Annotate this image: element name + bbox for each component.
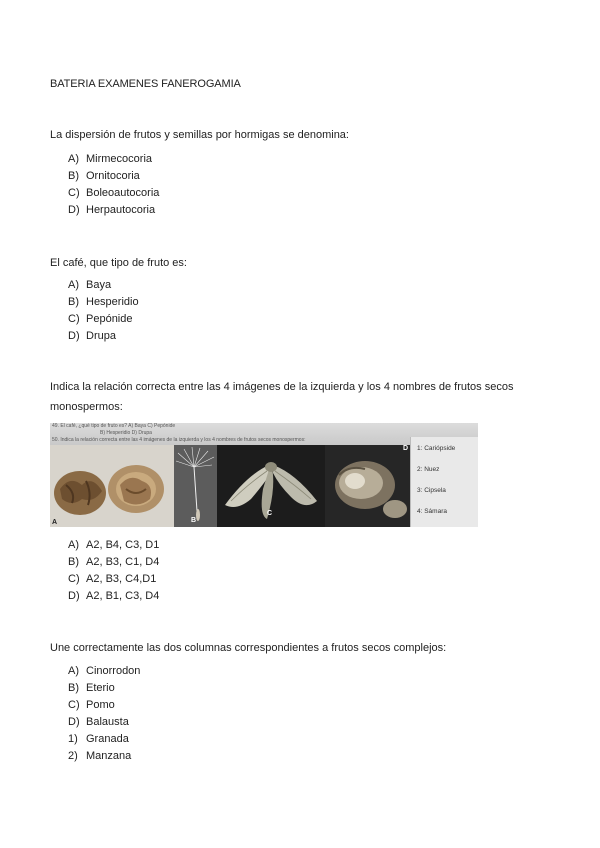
question-4-text: Une correctamente las dos columnas correspondientes a frutos secos complejos: <box>50 642 447 654</box>
question-2-text: El café, que tipo de fruto es: <box>50 257 187 269</box>
list-item: D) Balausta <box>68 716 129 728</box>
list-item: A) A2, B4, C3, D1 <box>68 539 160 551</box>
maple-samara-image: C <box>217 445 325 527</box>
list-item: C) Pepónide <box>68 313 133 325</box>
figure-text-strip: 49. El café, ¿qué tipo de fruto es? A) Baya C) Pepónide B) Hesperidio D) Drupa 50. Indica la relación correcta entre las 4 imágenes de la izquierda y los 4 nombres de frutos secos monospermos: <box>50 423 478 445</box>
question-3-text: Indica la relación correcta entre las 4 imágenes de la izquierda y los 4 nombres de frutos secos monospermos: <box>50 381 514 413</box>
list-item: B) Hesperidio <box>68 296 139 308</box>
question-2-options <box>68 277 139 345</box>
question-1-text: La dispersión de frutos y semillas por hormigas se denomina: <box>50 129 349 141</box>
list-item: C) Boleoautocoria <box>68 187 160 199</box>
question-4-options <box>68 663 140 765</box>
list-item: D) Herpautocoria <box>68 204 156 216</box>
list-item: 2) Manzana <box>68 750 132 762</box>
page-title: BATERIA EXAMENES FANEROGAMIA <box>50 78 241 90</box>
fruit-names-legend <box>410 437 478 527</box>
dandelion-seed-image: B <box>174 445 217 527</box>
list-item: C) Pomo <box>68 699 115 711</box>
legend-item: 4: Sámara <box>417 508 447 515</box>
fruit-images-figure <box>50 423 478 527</box>
legend-item: 1: Cariópside <box>417 445 456 452</box>
list-item: B) A2, B3, C1, D4 <box>68 556 160 568</box>
legend-item: 3: Cipsela <box>417 487 446 494</box>
list-item: B) Ornitocoria <box>68 170 140 182</box>
legend-item: 2: Nuez <box>417 466 440 473</box>
list-item: 1) Granada <box>68 733 129 745</box>
question-3-options <box>68 537 159 605</box>
list-item: A) Cinorrodon <box>68 665 141 677</box>
question-1-options <box>68 151 159 219</box>
grain-image: D <box>325 445 410 527</box>
list-item: D) A2, B1, C3, D4 <box>68 590 160 602</box>
list-item: B) Eterio <box>68 682 115 694</box>
list-item: A) Baya <box>68 279 112 291</box>
list-item: A) Mirmecocoria <box>68 153 153 165</box>
walnut-image: A <box>50 445 174 527</box>
list-item: C) A2, B3, C4,D1 <box>68 573 157 585</box>
list-item: D) Drupa <box>68 330 116 342</box>
